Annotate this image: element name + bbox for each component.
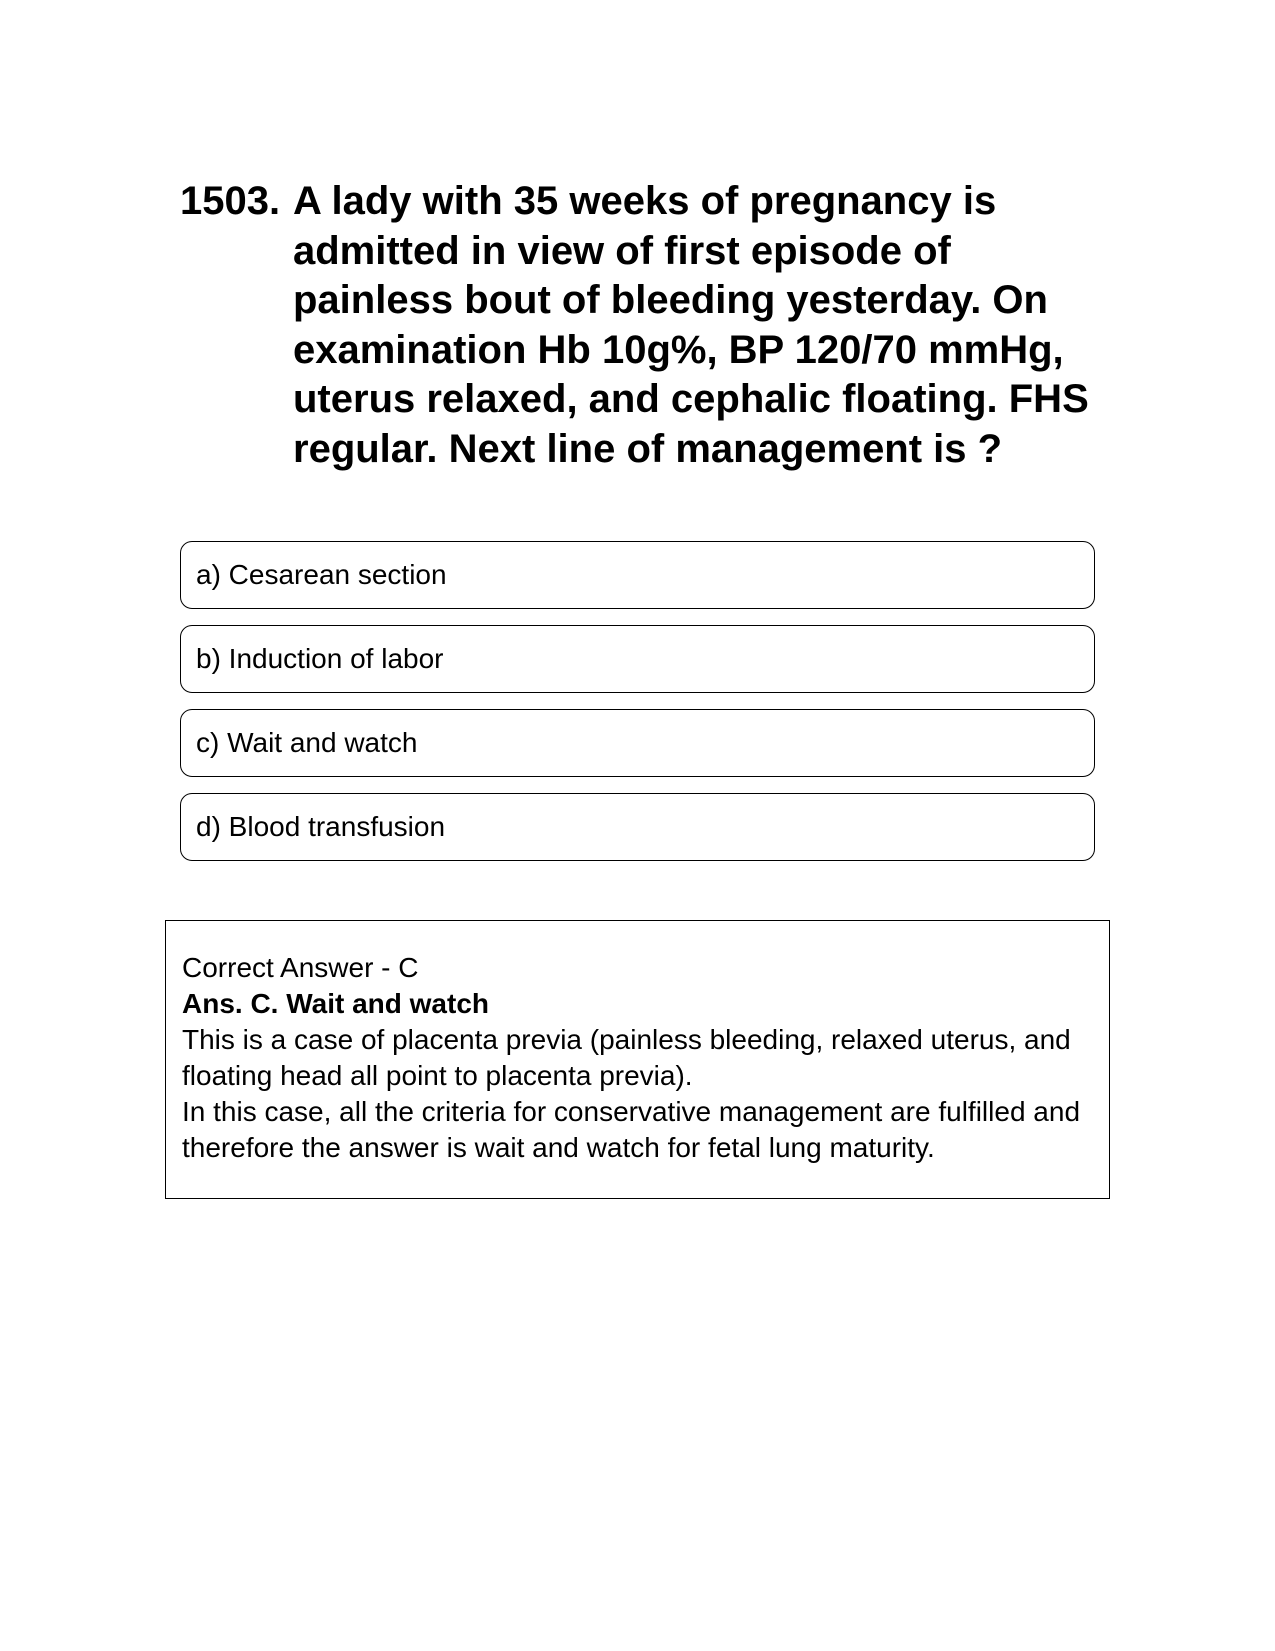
answer-explanation-1: This is a case of placenta previa (painless bleeding, relaxed uterus, and floating head all point to placenta previa). [182, 1024, 1071, 1091]
question-number: 1503. [180, 179, 281, 223]
question [180, 177, 1100, 474]
option-a[interactable]: a) Cesarean section [180, 541, 1095, 609]
answer-heading: Ans. C. Wait and watch [182, 988, 489, 1019]
options-list [180, 541, 1095, 877]
option-b[interactable]: b) Induction of labor [180, 625, 1095, 693]
question-text: A lady with 35 weeks of pregnancy is admitted in view of first episode of painless bout of bleeding yesterday. On examination Hb 10g%, BP 120/70 mmHg, uterus relaxed, and cephalic floating. FHS regular. Next line of management is ? [293, 179, 1089, 471]
answer-box [165, 920, 1110, 1199]
correct-answer-label: Correct Answer - C [182, 952, 419, 983]
option-d[interactable]: d) Blood transfusion [180, 793, 1095, 861]
answer-explanation-2: In this case, all the criteria for conservative management are fulfilled and therefore the answer is wait and watch for fetal lung maturity. [182, 1096, 1081, 1163]
option-c[interactable]: c) Wait and watch [180, 709, 1095, 777]
